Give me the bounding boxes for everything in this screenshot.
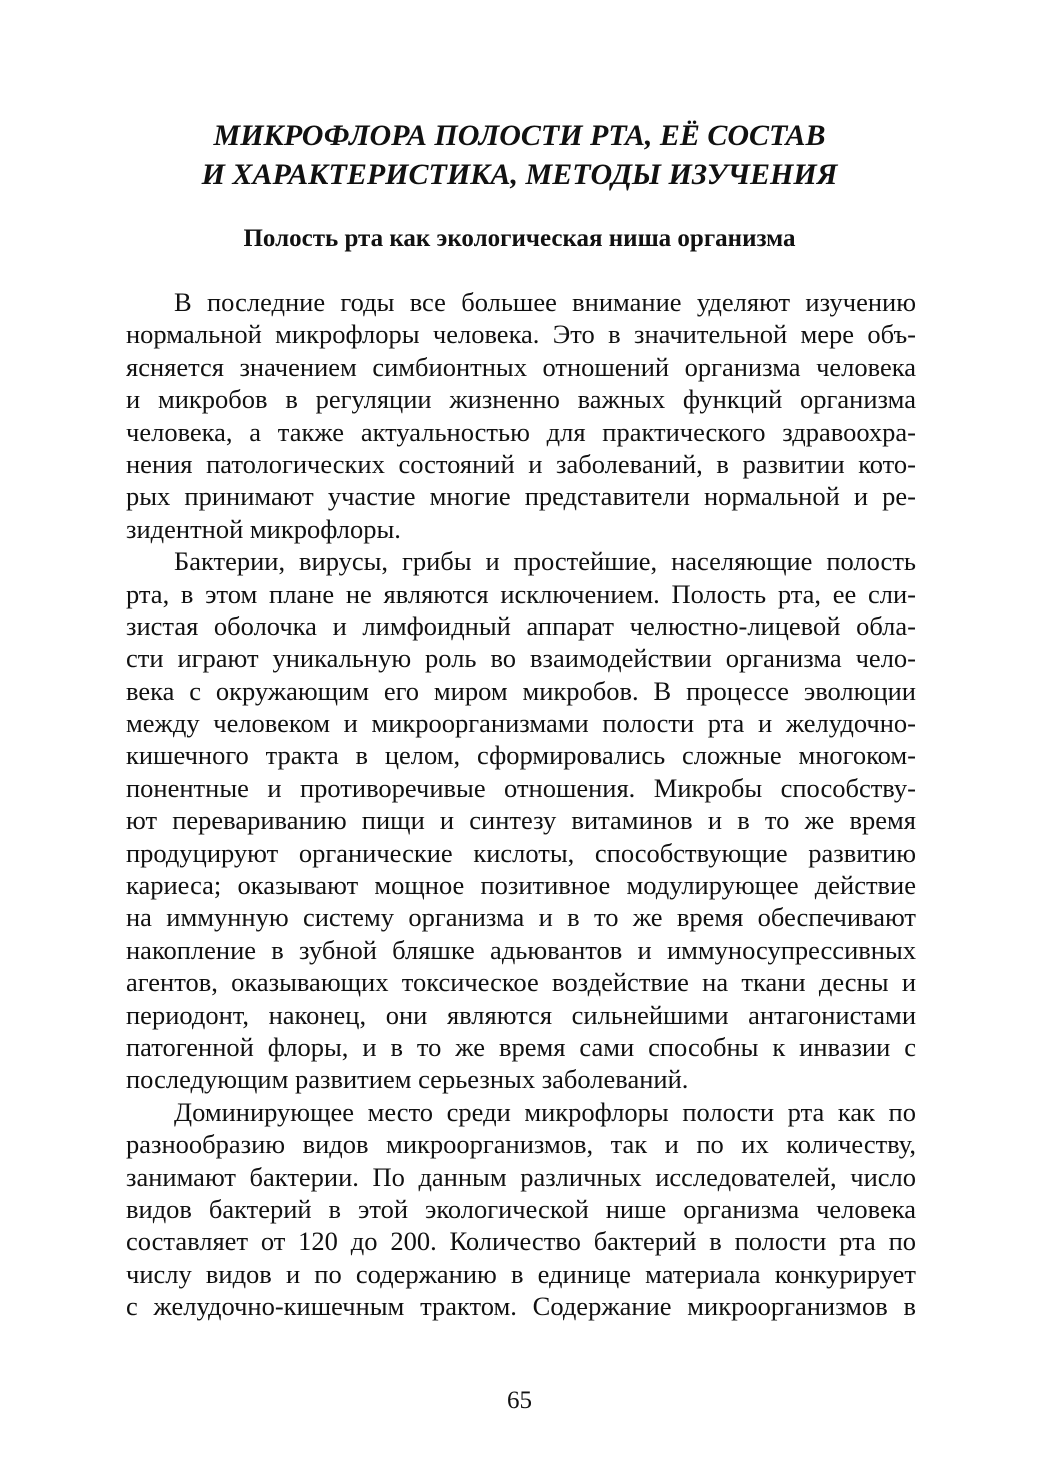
paragraph-3 (126, 1096, 916, 1323)
text-line: патогенной флоры, и в то же время сами способны к инвазии с (126, 1031, 916, 1062)
text-line: В последние годы все большее внимание уделяют изучению (174, 287, 916, 317)
chapter-title-line-2: И ХАРАКТЕРИСТИКА, МЕТОДЫ ИЗУЧЕНИЯ (201, 158, 838, 191)
chapter-title (0, 116, 1039, 194)
chapter-title-line-1: МИКРОФЛОРА ПОЛОСТИ РТА, ЕЁ СОСТАВ (213, 119, 826, 152)
text-line: с желудочно-кишечным трактом. Содержание микроорганизмов в (126, 1291, 916, 1322)
page-number: 65 (507, 1387, 532, 1414)
body-text (126, 286, 916, 1323)
text-line: разнообразию видов микроорганизмов, так и по их количеству, (126, 1129, 916, 1160)
text-line: составляет от 120 до 200. Количество бактерий в полости рта по (126, 1226, 916, 1257)
text-line: между человеком и микроорганизмами полости рта и желудочно- (126, 708, 916, 739)
text-line: нения патологических состояний и заболеваний, в развитии кото- (126, 448, 916, 479)
text-line: числу видов и по содержанию в единице материала конкурирует (126, 1258, 916, 1289)
text-line: зистая оболочка и лимфоидный аппарат челюстно-лицевой обла- (126, 610, 916, 641)
text-line: последующим развитием серьезных заболеваний. (126, 1064, 689, 1095)
text-line: Бактерии, вирусы, грибы и простейшие, населяющие полость (174, 546, 916, 577)
paragraph-1 (126, 286, 916, 545)
text-line: накопление в зубной бляшке адьювантов и иммуносупрессивных (126, 934, 916, 965)
paragraph-2 (126, 545, 916, 1096)
text-line: на иммунную систему организма и в то же время обеспечивают (126, 902, 916, 933)
text-line: агентов, оказывающих токсическое воздействие на ткани десны и (126, 967, 916, 998)
text-line: ют перевариванию пищи и синтезу витаминов и в то же время (126, 805, 916, 836)
text-line: нормальной микрофлоры человека. Это в значительной мере объ- (126, 319, 916, 350)
text-line: понентные и противоречивые отношения. Микробы способству- (126, 772, 916, 803)
section-title: Полость рта как экологическая ниша организма (243, 225, 796, 252)
text-line: человека, а также актуальностью для практического здравоохра- (126, 416, 916, 447)
text-line: рта, в этом плане не являются исключением. Полость рта, ее сли- (126, 578, 916, 609)
text-line: кариеса; оказывают мощное позитивное модулирующее действие (126, 870, 916, 901)
text-line: сти играют уникальную роль во взаимодействии организма чело- (126, 643, 916, 674)
text-line: ясняется значением симбионтных отношений организма человека (126, 351, 916, 382)
text-line: занимают бактерии. По данным различных исследователей, число (126, 1161, 916, 1192)
text-line: и микробов в регуляции жизненно важных функций организма (126, 384, 916, 415)
text-line: видов бактерий в этой экологической нише организма человека (126, 1193, 916, 1224)
text-line: рых принимают участие многие представители нормальной и ре- (126, 481, 916, 512)
text-line: века с окружающим его миром микробов. В процессе эволюции (126, 675, 916, 706)
text-line: Доминирующее место среди микрофлоры полости рта как по (174, 1096, 916, 1127)
text-line: кишечного тракта в целом, сформировались сложные многоком- (126, 740, 916, 771)
text-line: зидентной микрофлоры. (126, 513, 401, 544)
text-line: продуцируют органические кислоты, способствующие развитию (126, 837, 916, 868)
text-line: периодонт, наконец, они являются сильнейшими антагонистами (126, 999, 916, 1030)
